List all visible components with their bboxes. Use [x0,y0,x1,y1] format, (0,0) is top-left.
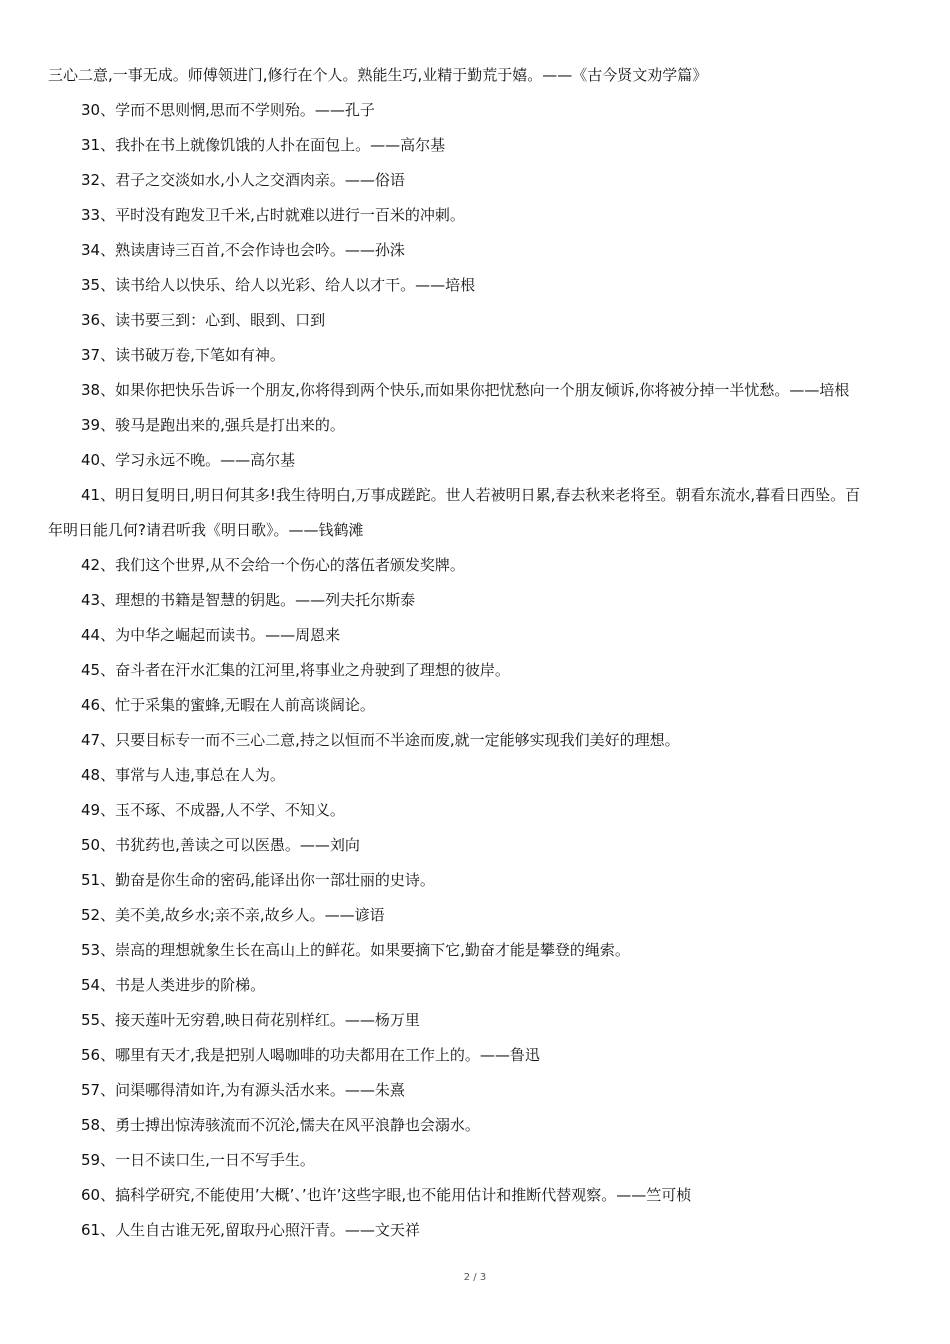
text-line: 42、我们这个世界,从不会给一个伤心的落伍者颁发奖牌。 [81,556,465,574]
text-line: 48、事常与人违,事总在人为。 [81,766,285,784]
text-line: 59、一日不读口生,一日不写手生。 [81,1151,315,1169]
text-line: 50、书犹药也,善读之可以医愚。——刘向 [81,836,360,854]
text-line: 58、勇士搏出惊涛骇流而不沉沦,懦夫在风平浪静也会溺水。 [81,1116,480,1134]
text-line: 43、理想的书籍是智慧的钥匙。——列夫托尔斯泰 [81,591,416,609]
text-line: 32、君子之交淡如水,小人之交酒肉亲。——俗语 [81,171,405,189]
text-line: 54、书是人类进步的阶梯。 [81,976,266,994]
quote-list [48,58,908,1248]
text-line: 49、玉不琢、不成器,人不学、不知义。 [81,801,345,819]
text-line: 38、如果你把快乐告诉一个朋友,你将得到两个快乐,而如果你把忧愁向一个朋友倾诉,你将被分掉一半忧愁。——培根 [81,381,850,399]
text-line: 37、读书破万卷,下笔如有神。 [81,346,285,364]
text-line: 40、学习永远不晚。——高尔基 [81,451,296,469]
text-line: 34、熟读唐诗三百首,不会作诗也会吟。——孙洙 [81,241,405,259]
text-line: 46、忙于采集的蜜蜂,无暇在人前高谈阔论。 [81,696,375,714]
text-line: 51、勤奋是你生命的密码,能译出你一部壮丽的史诗。 [81,871,435,889]
text-line: 60、搞科学研究,不能使用’大概’、’也许’这些字眼,也不能用估计和推断代替观察。——竺可桢 [81,1186,692,1204]
page-number: 2 / 3 [463,1272,487,1283]
text-line: 45、奋斗者在汗水汇集的江河里,将事业之舟驶到了理想的彼岸。 [81,661,510,679]
text-line: 39、骏马是跑出来的,强兵是打出来的。 [81,416,345,434]
text-line: 57、问渠哪得清如许,为有源头活水来。——朱熹 [81,1081,405,1099]
text-line: 年明日能几何?请君听我《明日歌》。——钱鹤滩 [48,521,364,539]
text-line: 三心二意,一事无成。师傅领进门,修行在个人。熟能生巧,业精于勤荒于嬉。——《古今贤文劝学篇》 [48,66,708,84]
text-line: 35、读书给人以快乐、给人以光彩、给人以才干。——培根 [81,276,476,294]
text-line: 31、我扑在书上就像饥饿的人扑在面包上。——高尔基 [81,136,446,154]
text-line: 30、学而不思则惘,思而不学则殆。——孔子 [81,101,375,119]
text-line: 36、读书要三到：心到、眼到、口到 [81,311,326,329]
text-line: 41、明日复明日,明日何其多!我生待明白,万事成蹉跎。世人若被明日累,春去秋来老将至。朝看东流水,暮看日西坠。百 [81,486,861,504]
text-line: 55、接天莲叶无穷碧,映日荷花别样红。——杨万里 [81,1011,420,1029]
text-line: 53、崇高的理想就象生长在高山上的鲜花。如果要摘下它,勤奋才能是攀登的绳索。 [81,941,630,959]
text-line: 61、人生自古谁无死,留取丹心照汗青。——文天祥 [81,1221,420,1239]
text-line: 33、平时没有跑发卫千米,占时就难以进行一百米的冲刺。 [81,206,465,224]
text-line: 52、美不美,故乡水;亲不亲,故乡人。——谚语 [81,906,385,924]
text-line: 47、只要目标专一而不三心二意,持之以恒而不半途而废,就一定能够实现我们美好的理想。 [81,731,680,749]
text-line: 44、为中华之崛起而读书。——周恩来 [81,626,341,644]
text-line: 56、哪里有天才,我是把别人喝咖啡的功夫都用在工作上的。——鲁迅 [81,1046,540,1064]
